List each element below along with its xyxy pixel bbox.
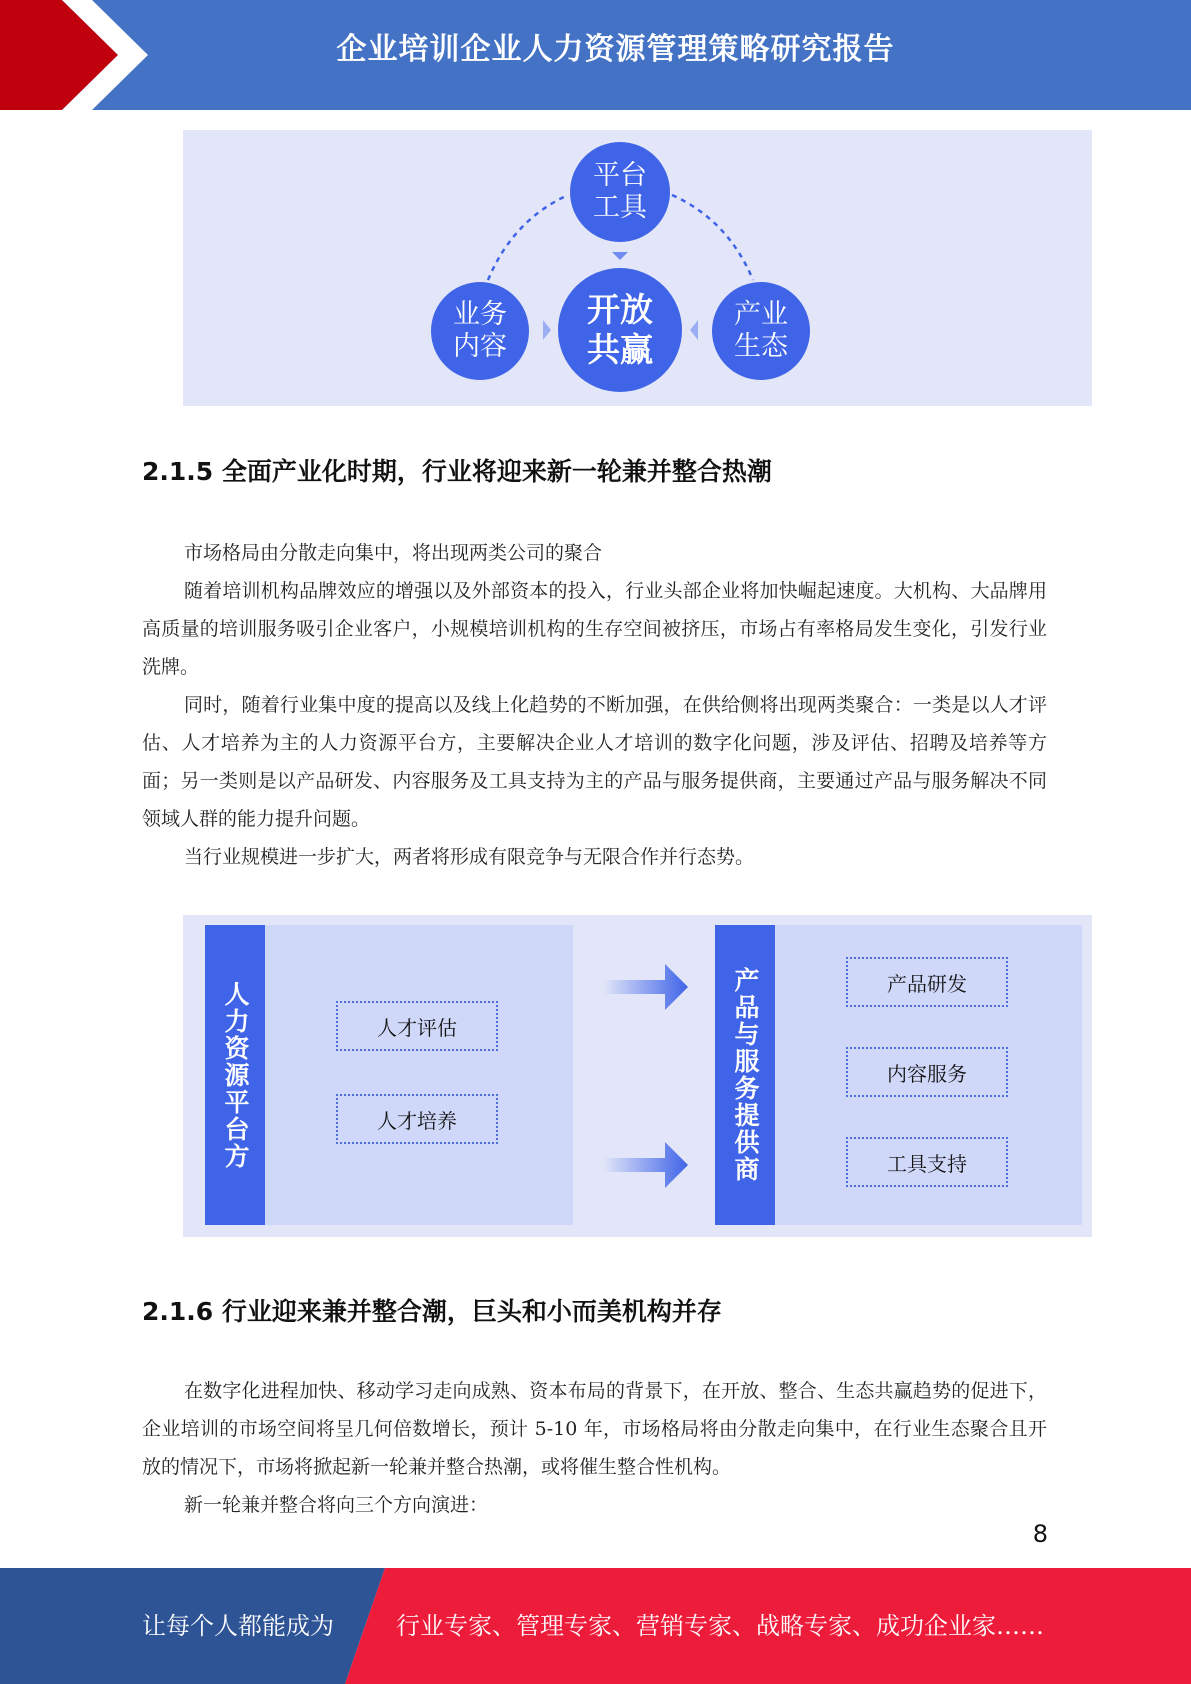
circle-label: 工具 — [593, 192, 647, 223]
talent-cultivation-box: 人才培养 — [336, 1094, 498, 1144]
supply-side-aggregation-diagram — [183, 915, 1092, 1237]
content-service-box: 内容服务 — [846, 1047, 1008, 1097]
arrow-right-icon — [603, 1140, 693, 1190]
hr-platform-panel — [205, 925, 573, 1225]
circle-label: 开放 — [587, 290, 653, 330]
circle-label: 共赢 — [587, 330, 653, 369]
paragraph: 在数字化进程加快、移动学习走向成熟、资本布局的背景下，在开放、整合、生态共赢趋势的促进下，企业培训的市场空间将呈几何倍数增长，预计 5-10 年，市场格局将由分散走向集中，在行业生态聚合且开放的情况下，市场将掀起新一轮兼并整合热潮，或将催生整合性机构。 — [142, 1380, 1047, 1478]
footer-slogan-right: 行业专家、管理专家、营销专家、战略专家、成功企业家…… — [396, 1612, 1044, 1640]
circle-label: 生态 — [734, 331, 788, 362]
product-service-title-bar — [715, 925, 775, 1225]
business-content-circle — [431, 282, 529, 380]
paragraph: 新一轮兼并整合将向三个方向演进： — [184, 1494, 489, 1516]
circle-label: 业务 — [453, 298, 507, 330]
paragraph: 随着培训机构品牌效应的增强以及外部资本的投入，行业头部企业将加快崛起速度。大机构、大品牌用高质量的培训服务吸引企业客户，小规模培训机构的生存空间被挤压，市场占有率格局发生变化，引发行业洗牌。 — [142, 580, 1047, 678]
platform-tools-circle — [570, 142, 670, 242]
talent-assessment-box: 人才评估 — [336, 1001, 498, 1051]
product-rd-box: 产品研发 — [846, 957, 1008, 1007]
section-heading-2-1-5: 2.1.5 全面产业化时期，行业将迎来新一轮兼并整合热潮 — [142, 457, 772, 486]
paragraph: 当行业规模进一步扩大，两者将形成有限竞争与无限合作并行态势。 — [184, 846, 755, 868]
circle-label: 平台 — [593, 159, 647, 191]
footer-slogan-left: 让每个人都能成为 — [142, 1612, 334, 1640]
industry-ecosystem-circle — [712, 282, 810, 380]
page-header — [0, 0, 1191, 110]
paragraph: 同时，随着行业集中度的提高以及线上化趋势的不断加强，在供给侧将出现两类聚合：一类是以人才评估、人才培养为主的人力资源平台方，主要解决企业人才培训的数字化问题，涉及评估、招聘及培养等方面；另一类则是以产品研发、内容服务及工具支持为主的产品与服务提供商，主要通过产品与服务解决不同领域人群的能力提升问题。 — [142, 694, 1047, 830]
hr-platform-title: 人力资源平台方 — [221, 980, 250, 1170]
product-service-panel — [715, 925, 1082, 1225]
report-title: 企业培训企业人力资源管理策略研究报告 — [336, 32, 895, 67]
hr-platform-title-bar — [205, 925, 265, 1225]
tool-support-box: 工具支持 — [846, 1137, 1008, 1187]
open-win-diagram — [183, 130, 1092, 406]
section-heading-2-1-6: 2.1.6 行业迎来兼并整合潮，巨头和小而美机构并存 — [142, 1297, 722, 1326]
circle-label: 产业 — [734, 298, 788, 330]
circle-label: 内容 — [453, 331, 507, 362]
open-win-circle — [558, 268, 682, 392]
page-footer — [0, 1568, 1191, 1684]
page-number: 8 — [1032, 1520, 1048, 1548]
paragraph: 市场格局由分散走向集中，将出现两类公司的聚合 — [184, 542, 603, 564]
arrow-right-icon — [603, 962, 693, 1012]
product-service-title: 产品与服务提供商 — [731, 967, 760, 1183]
